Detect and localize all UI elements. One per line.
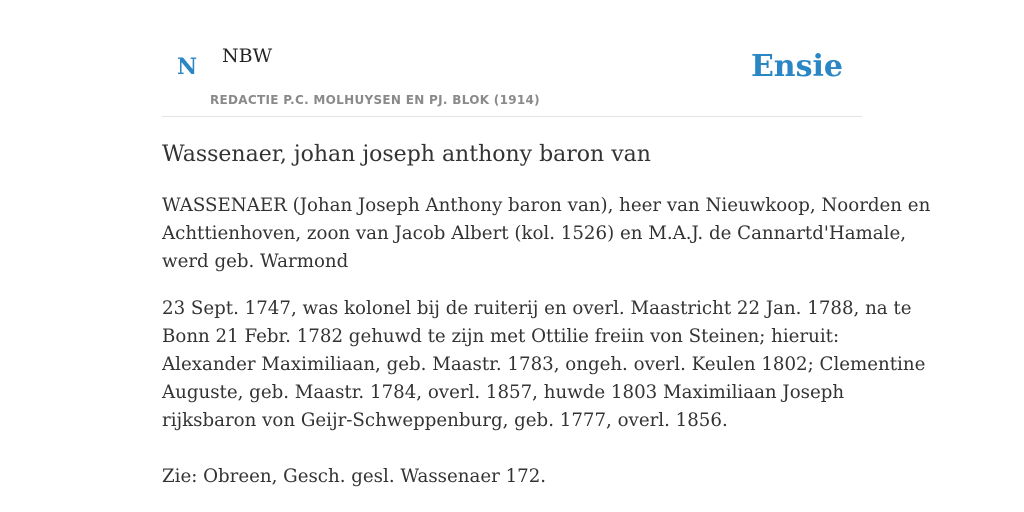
- paragraph-line: 23 Sept. 1747, was kolonel bij de ruiterij en overl. Maastricht 22 Jan. 1788, na te: [162, 298, 912, 319]
- paragraph-line: Bonn 21 Febr. 1782 gehuwd te zijn met Ottilie freiin von Steinen; hieruit:: [162, 326, 840, 347]
- paragraph-line: WASSENAER (Johan Joseph Anthony baron van), heer van Nieuwkoop, Noorden en: [162, 195, 931, 216]
- article-title: Wassenaer, johan joseph anthony baron van: [162, 142, 651, 167]
- paragraph-line: werd geb. Warmond: [162, 251, 349, 272]
- header: [162, 38, 862, 117]
- source-name[interactable]: NBW: [222, 45, 273, 67]
- source-logo[interactable]: N: [177, 54, 198, 80]
- paragraph-line: Zie: Obreen, Gesch. gesl. Wassenaer 172.: [162, 466, 547, 487]
- paragraph-line: Achttienhoven, zoon van Jacob Albert (kol. 1526) en M.A.J. de Cannartd'Hamale,: [162, 223, 906, 244]
- source-editors: REDACTIE P.C. MOLHUYSEN EN PJ. BLOK (1914): [210, 93, 540, 107]
- article-paragraph: [162, 192, 931, 276]
- brand-logo[interactable]: Ensie: [750, 49, 843, 84]
- article-reference: [162, 463, 862, 491]
- article-paragraph: [162, 295, 926, 435]
- paragraph-line: Alexander Maximiliaan, geb. Maastr. 1783, ongeh. overl. Keulen 1802; Clementine: [162, 354, 926, 375]
- paragraph-line: rijksbaron von Geijr-Schweppenburg, geb. 1777, overl. 1856.: [162, 410, 728, 431]
- paragraph-line: Auguste, geb. Maastr. 1784, overl. 1857, huwde 1803 Maximiliaan Joseph: [162, 382, 845, 403]
